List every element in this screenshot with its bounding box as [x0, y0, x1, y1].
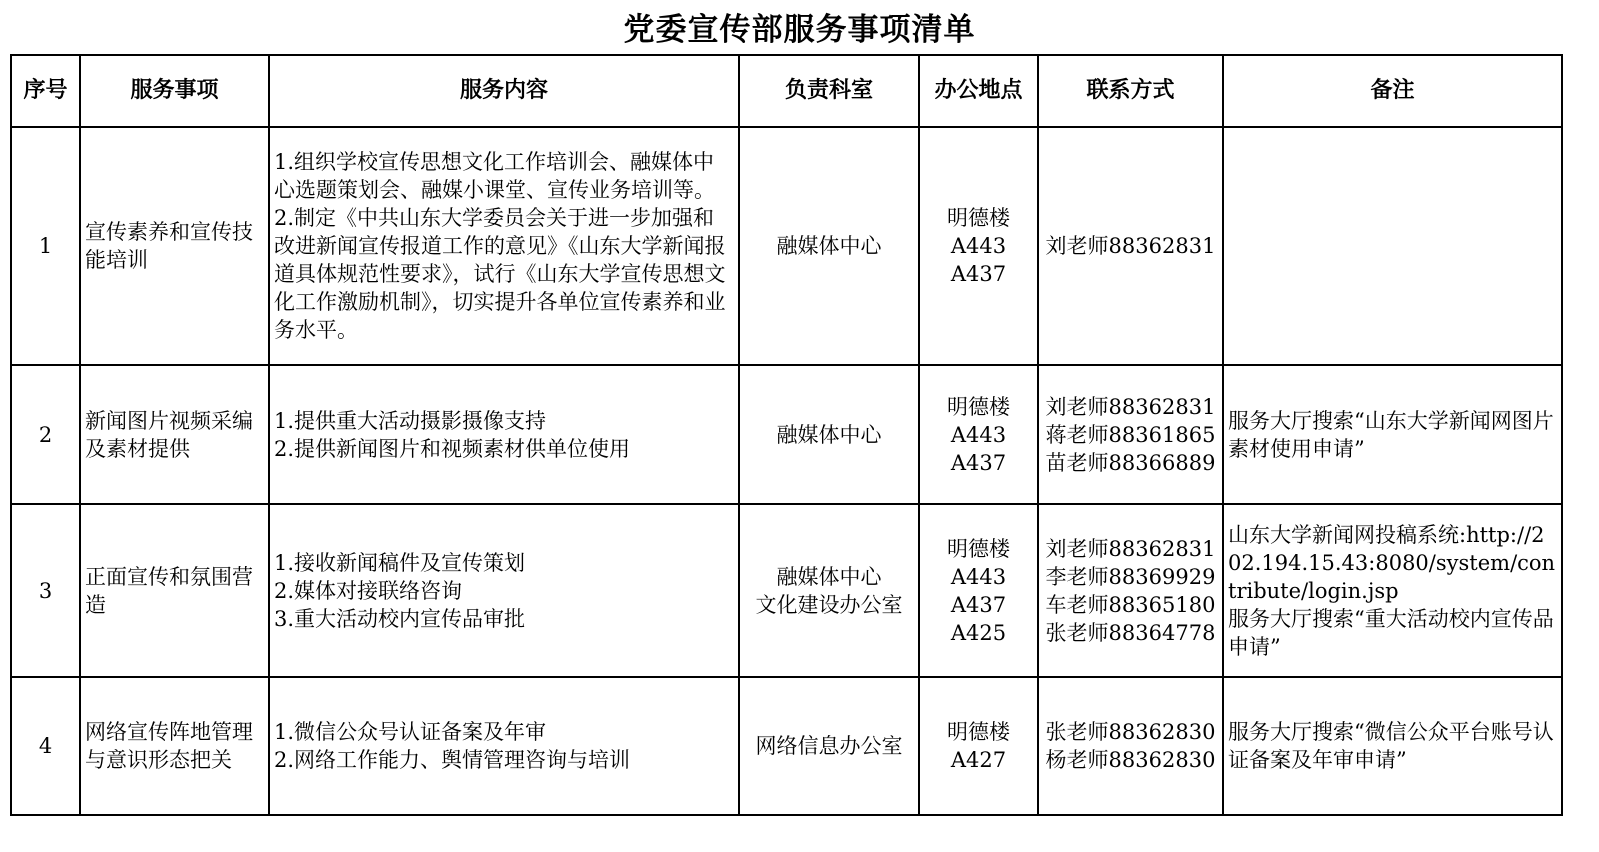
cell-location [919, 127, 1038, 365]
cell-content [269, 365, 739, 504]
contact-line: 刘老师88362831 [1045, 536, 1216, 561]
item-text: 新闻图片视频采编及素材提供 [85, 408, 253, 461]
dept-line: 文化建设办公室 [755, 592, 903, 617]
contact-line: 李老师88369929 [1045, 564, 1216, 589]
item-text: 网络宣传阵地管理与意识形态把关 [85, 720, 253, 772]
content-line: 2.媒体对接联络咨询 [274, 578, 463, 603]
contact-line: 杨老师88362830 [1045, 748, 1216, 772]
location-line: A437 [950, 450, 1007, 475]
location-line: 明德楼 [947, 720, 1010, 744]
note-line: 山东大学新闻网投稿系统:http://202.194.15.43:8080/system/contribute/login.jsp [1228, 522, 1556, 603]
cell-note [1223, 504, 1562, 677]
contact-line: 刘老师88362831 [1045, 394, 1216, 419]
item-text: 正面宣传和氛围营造 [85, 564, 253, 617]
cell-location [919, 677, 1038, 815]
dept-line: 融媒体中心 [776, 234, 882, 258]
table-row [11, 504, 1562, 677]
header-row [11, 55, 1562, 127]
header-dept: 负责科室 [739, 55, 919, 127]
cell-location [919, 365, 1038, 504]
contact-line: 车老师88365180 [1045, 592, 1216, 617]
cell-item [80, 365, 269, 504]
cell-content [269, 127, 739, 365]
content-line: 1.微信公众号认证备案及年审 [274, 720, 547, 744]
cell-content [269, 677, 739, 815]
service-table [10, 54, 1563, 816]
dept-line: 网络信息办公室 [755, 734, 903, 758]
cell-item [80, 504, 269, 677]
header-contact: 联系方式 [1038, 55, 1223, 127]
content-line: 1.接收新闻稿件及宣传策划 [274, 550, 526, 575]
item-text: 宣传素养和宣传技能培训 [85, 220, 253, 272]
cell-contact [1038, 127, 1223, 365]
cell-item [80, 127, 269, 365]
note-line: 服务大厅搜索“微信公众平台账号认证备案及年审申请” [1228, 720, 1554, 772]
note-line: 服务大厅搜索“重大活动校内宣传品申请” [1228, 606, 1554, 659]
location-line: 明德楼 [947, 536, 1010, 561]
cell-content [269, 504, 739, 677]
cell-dept [739, 504, 919, 677]
cell-contact [1038, 677, 1223, 815]
cell-seq: 1 [11, 127, 80, 365]
content-line: 2.提供新闻图片和视频素材供单位使用 [274, 436, 631, 461]
note-line: 服务大厅搜索“山东大学新闻网图片素材使用申请” [1228, 408, 1554, 461]
content-line: 1.组织学校宣传思想文化工作培训会、融媒体中心选题策划会、融媒小课堂、宣传业务培训等。 [274, 150, 715, 202]
header-content: 服务内容 [269, 55, 739, 127]
cell-note [1223, 365, 1562, 504]
location-line: A437 [950, 592, 1007, 617]
content-line: 1.提供重大活动摄影摄像支持 [274, 408, 547, 433]
location-line: A443 [950, 422, 1007, 447]
header-note: 备注 [1223, 55, 1562, 127]
dept-line: 融媒体中心 [776, 422, 882, 447]
location-line: A425 [950, 620, 1007, 645]
content-line: 2.制定《中共山东大学委员会关于进一步加强和改进新闻宣传报道工作的意见》《山东大学新闻报道具体规范性要求》，试行《山东大学宣传思想文化工作激励机制》，切实提升各单位宣传素养和业务水平。 [274, 206, 726, 342]
content-line: 2.网络工作能力、舆情管理咨询与培训 [274, 748, 631, 772]
cell-dept [739, 677, 919, 815]
location-line: A443 [950, 234, 1007, 258]
cell-note [1223, 127, 1562, 365]
cell-dept [739, 127, 919, 365]
location-line: 明德楼 [947, 206, 1010, 230]
cell-contact [1038, 504, 1223, 677]
contact-line: 苗老师88366889 [1045, 450, 1216, 475]
location-line: 明德楼 [947, 394, 1010, 419]
cell-item [80, 677, 269, 815]
cell-seq: 2 [11, 365, 80, 504]
header-location: 办公地点 [919, 55, 1038, 127]
header-seq: 序号 [11, 55, 80, 127]
cell-location [919, 504, 1038, 677]
dept-line: 融媒体中心 [776, 564, 882, 589]
table-row [11, 677, 1562, 815]
page-title: 党委宣传部服务事项清单 [623, 12, 976, 48]
header-item: 服务事项 [80, 55, 269, 127]
contact-line: 刘老师88362831 [1045, 234, 1216, 258]
cell-dept [739, 365, 919, 504]
table-row [11, 365, 1562, 504]
cell-seq: 3 [11, 504, 80, 677]
contact-line: 蒋老师88361865 [1045, 422, 1216, 447]
cell-seq: 4 [11, 677, 80, 815]
table-row [11, 127, 1562, 365]
cell-contact [1038, 365, 1223, 504]
content-line: 3.重大活动校内宣传品审批 [274, 606, 526, 631]
location-line: A427 [950, 748, 1007, 772]
contact-line: 张老师88362830 [1045, 720, 1216, 744]
cell-note [1223, 677, 1562, 815]
location-line: A437 [950, 262, 1007, 286]
location-line: A443 [950, 564, 1007, 589]
contact-line: 张老师88364778 [1045, 620, 1216, 645]
